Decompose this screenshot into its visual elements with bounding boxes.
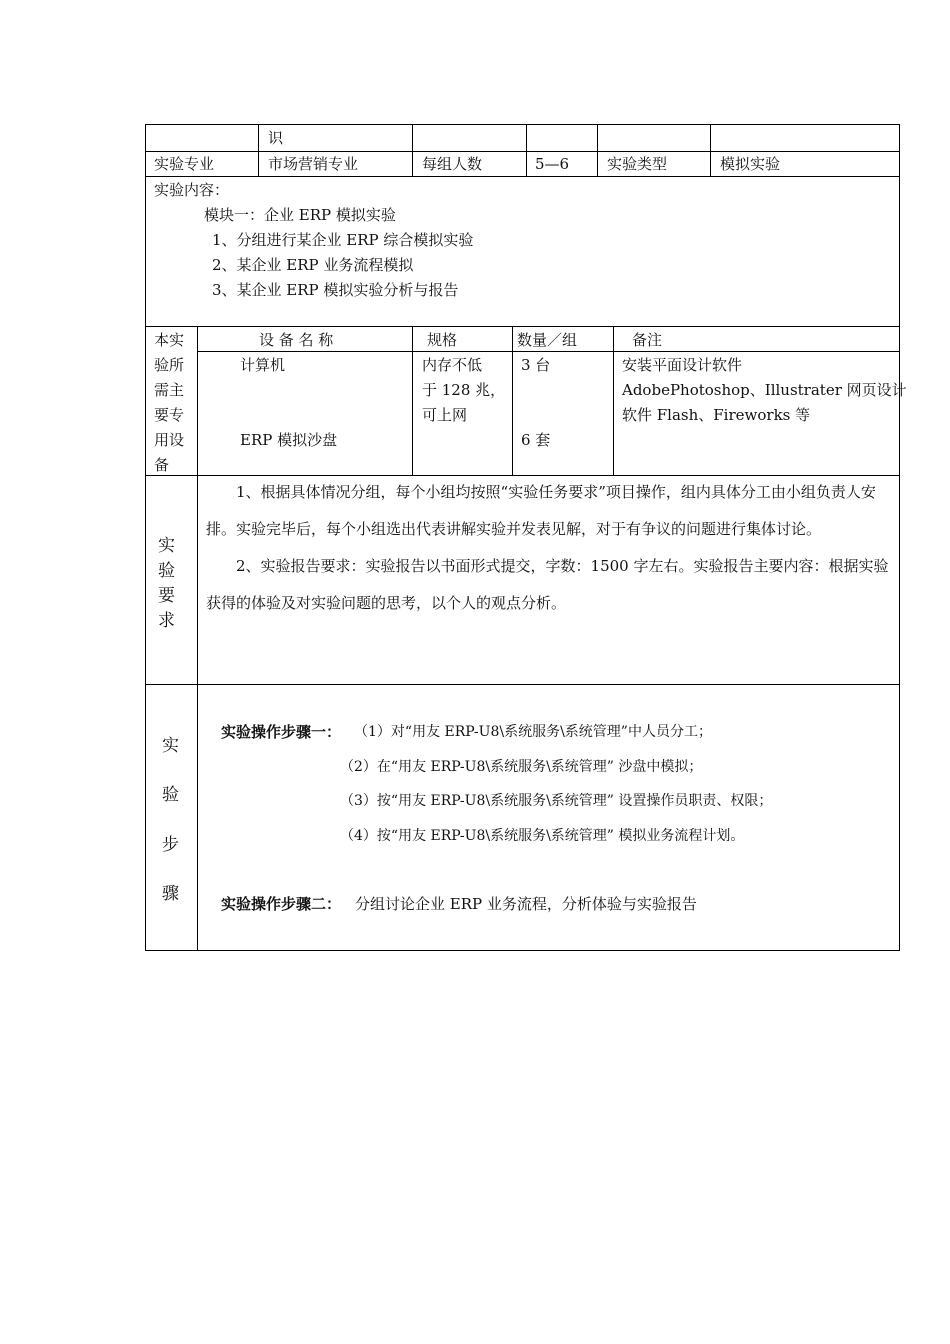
requirements-body <box>206 474 890 622</box>
top-row-cell-4 <box>526 124 598 152</box>
major-value: 市场营销专业 <box>268 155 359 173</box>
equipment-row-1-qty: 3 台 <box>521 356 551 374</box>
top-row-cell-5 <box>597 124 711 152</box>
content-item-1: 1、分组进行某企业 ERP 综合模拟实验 <box>212 231 474 249</box>
step-2-text: 分组讨论企业 ERP 业务流程，分析体验与实验报告 <box>355 895 697 913</box>
requirements-paragraph-1: 1、根据具体情况分组，每个小组均按照“实验任务要求”项目操作，组内具体分工由小组负责人安排。实验完毕后，每个小组选出代表讲解实验并发表见解，对于有争议的问题进行集体讨论。 <box>206 483 876 538</box>
equipment-name-cell <box>197 351 413 476</box>
steps-side-char-2: 验 <box>162 785 179 805</box>
step-1-label: 实验操作步骤一： <box>221 723 342 741</box>
equipment-side-label-3: 需主 <box>154 381 185 399</box>
major-label: 实验专业 <box>154 155 215 173</box>
steps-side-cell <box>145 684 198 951</box>
step-2-label: 实验操作步骤二： <box>221 895 342 913</box>
step-1-line-4: （4）按“用友 ERP-U8\系统服务\系统管理” 模拟业务流程计划。 <box>340 828 745 844</box>
equipment-row-2-name: ERP 模拟沙盘 <box>240 431 338 449</box>
equipment-side-label-6: 备 <box>154 456 170 474</box>
requirements-side-char-3: 要 <box>158 586 175 606</box>
steps-side-char-1: 实 <box>162 736 179 756</box>
requirements-side-char-2: 验 <box>158 561 175 581</box>
equipment-row-1-note-line-3: 软件 Flash、Fireworks 等 <box>622 406 811 424</box>
content-module: 模块一：企业 ERP 模拟实验 <box>204 206 396 224</box>
content-item-3: 3、某企业 ERP 模拟实验分析与报告 <box>212 281 459 299</box>
equipment-row-1-spec-line-2: 于 128 兆， <box>422 381 506 399</box>
step-1-line-2: （2）在“用友 ERP-U8\系统服务\系统管理” 沙盘中模拟； <box>340 759 703 775</box>
equipment-header-note: 备注 <box>632 331 663 349</box>
top-row-cell-1 <box>145 124 259 152</box>
equipment-side-label-5: 用设 <box>154 431 185 449</box>
step-1-line-3: （3）按“用友 ERP-U8\系统服务\系统管理” 设置操作员职责、权限； <box>340 793 773 809</box>
content-label: 实验内容： <box>154 181 230 199</box>
type-label: 实验类型 <box>607 155 668 173</box>
group-value: 5—6 <box>535 155 570 173</box>
requirements-side-char-4: 求 <box>158 611 175 631</box>
group-label: 每组人数 <box>422 155 483 173</box>
equipment-side-label-1: 本实 <box>154 331 185 349</box>
equipment-row-1-spec-line-1: 内存不低 <box>422 356 483 374</box>
equipment-header-name: 设 备 名 称 <box>259 331 334 349</box>
requirements-side-char-1: 实 <box>158 536 175 556</box>
equipment-row-1-name: 计算机 <box>240 356 286 374</box>
equipment-header-spec: 规格 <box>427 331 458 349</box>
equipment-row-2-qty: 6 套 <box>521 431 551 449</box>
top-row-cell-6 <box>710 124 900 152</box>
steps-side-char-4: 骤 <box>162 884 179 904</box>
type-value: 模拟实验 <box>720 155 781 173</box>
top-row-cell-3 <box>412 124 527 152</box>
equipment-row-1-note-line-2: AdobePhotoshop、Illustrater 网页设计 <box>622 381 907 399</box>
requirements-paragraph-2: 2、实验报告要求：实验报告以书面形式提交，字数：1500 字左右。实验报告主要内容：根据实验获得的体验及对实验问题的思考，以个人的观点分析。 <box>206 557 889 612</box>
equipment-row-1-note-line-1: 安装平面设计软件 <box>622 356 743 374</box>
content-item-2: 2、某企业 ERP 业务流程模拟 <box>212 256 414 274</box>
equipment-side-label-4: 要专 <box>154 406 185 424</box>
equipment-row-1-spec-line-3: 可上网 <box>422 406 468 424</box>
equipment-side-label-2: 验所 <box>154 356 185 374</box>
equipment-header-qty: 数量／组 <box>517 331 578 349</box>
steps-side-char-3: 步 <box>162 835 179 855</box>
step-1-line-1: （1）对“用友 ERP-U8\系统服务\系统管理”中人员分工； <box>354 724 712 740</box>
top-row-text: 识 <box>268 129 284 147</box>
